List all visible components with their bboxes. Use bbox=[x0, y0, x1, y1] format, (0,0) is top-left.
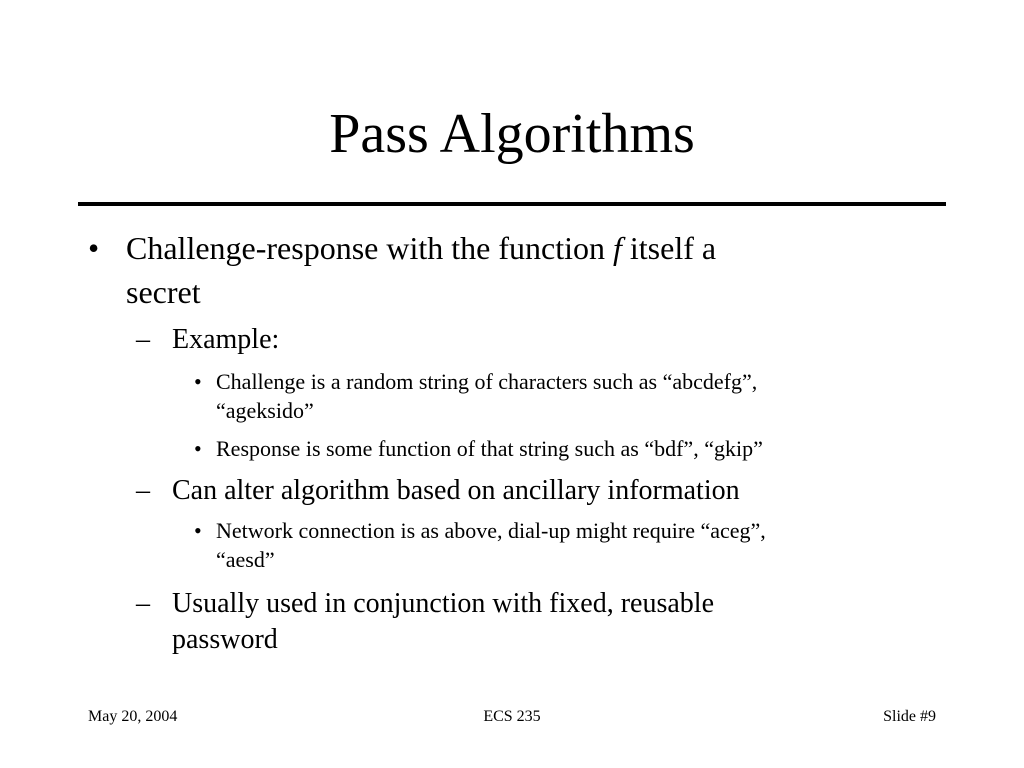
footer-course: ECS 235 bbox=[483, 708, 541, 725]
sub-bullet-text: Example: bbox=[172, 324, 280, 355]
function-symbol: f bbox=[612, 230, 622, 266]
dash-marker: – bbox=[136, 324, 150, 355]
title-divider bbox=[78, 202, 946, 206]
dash-marker: – bbox=[136, 475, 150, 506]
bullet-marker: • bbox=[194, 369, 202, 394]
third-bullet-text: Response is some function of that string such as “bdf”, “gkip” bbox=[216, 436, 763, 461]
footer-date: May 20, 2004 bbox=[88, 708, 178, 725]
sub-bullet-text-line-1: Usually used in conjunction with fixed, reusable bbox=[172, 588, 714, 619]
sub-bullet-text: Can alter algorithm based on ancillary information bbox=[172, 475, 740, 506]
slide-title: Pass Algorithms bbox=[329, 103, 695, 165]
bullet-marker: • bbox=[194, 436, 202, 461]
third-bullet-text-line-2: “ageksido” bbox=[216, 398, 314, 423]
third-bullet-text-line-2: “aesd” bbox=[216, 547, 275, 572]
bullet-text-part: itself a bbox=[621, 230, 717, 266]
bullet-text-part: Challenge-response with the function bbox=[126, 230, 613, 266]
sub-bullet-text-line-2: password bbox=[172, 624, 278, 655]
bullet-text-line-1 bbox=[126, 226, 716, 270]
bullet-marker: • bbox=[194, 518, 202, 543]
bullet-marker: • bbox=[88, 230, 100, 266]
bullet-text-line-2: secret bbox=[126, 274, 201, 310]
third-bullet-text-line-1: Challenge is a random string of characters such as “abcdefg”, bbox=[216, 369, 758, 394]
dash-marker: – bbox=[136, 588, 150, 619]
footer-slide-number: Slide #9 bbox=[883, 708, 936, 725]
third-bullet-text-line-1: Network connection is as above, dial-up might require “aceg”, bbox=[216, 518, 766, 543]
